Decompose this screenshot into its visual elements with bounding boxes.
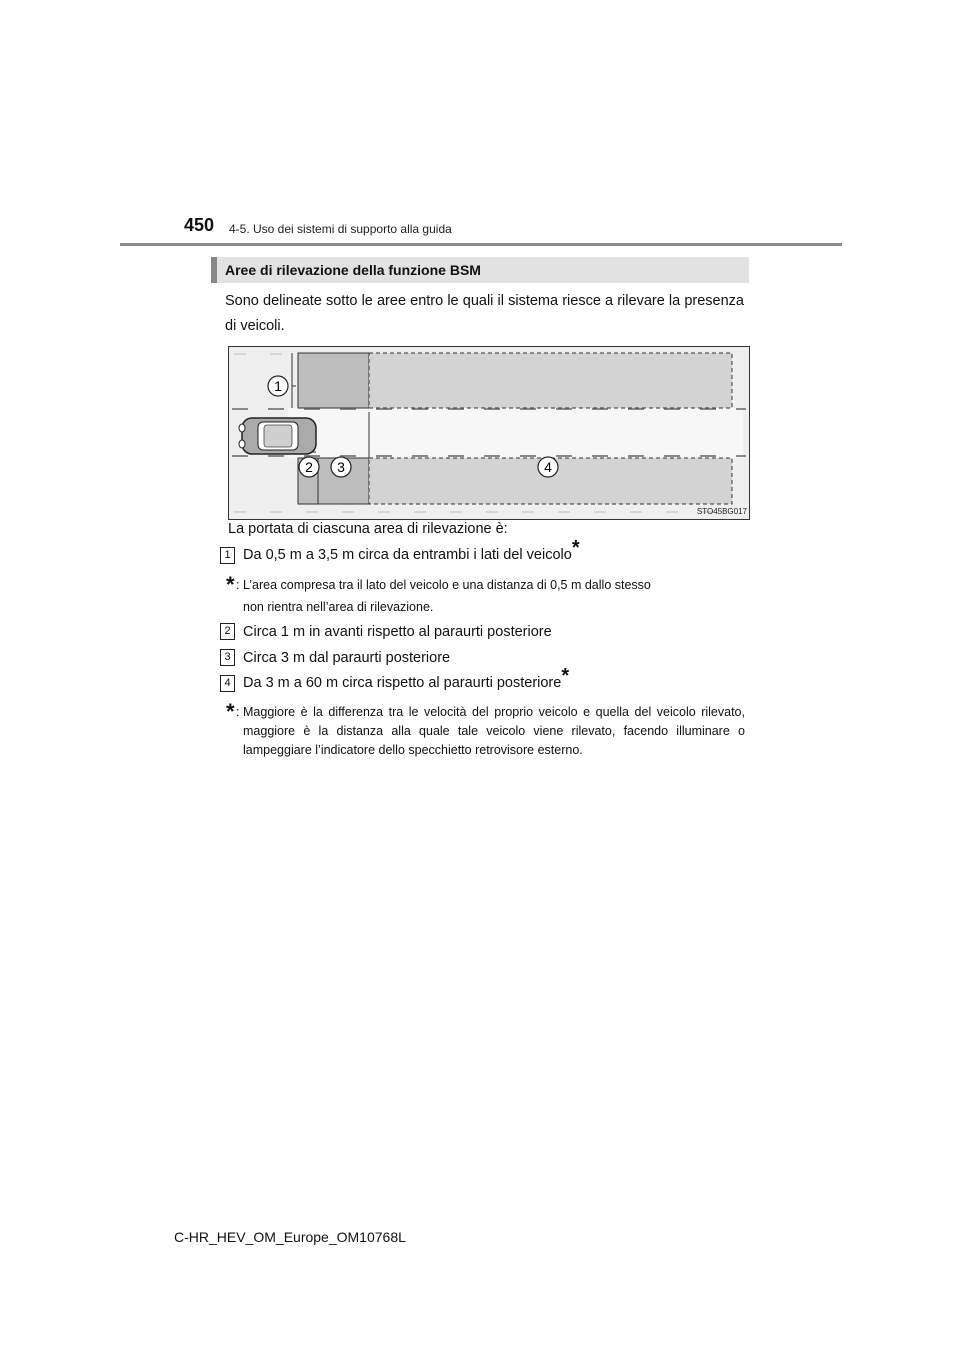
footnote-2-colon: : <box>236 705 240 719</box>
item-number-4: 4 <box>220 675 235 692</box>
item-4-text: Da 3 m a 60 m circa rispetto al paraurti posteriore <box>243 675 562 691</box>
item-number-1: 1 <box>220 547 235 564</box>
diagram-code: STO45BG017 <box>696 507 747 516</box>
footnote-2-marker: * <box>226 699 235 724</box>
running-header: 4-5. Uso dei sistemi di supporto alla guida <box>229 222 452 236</box>
item-1-star: * <box>571 537 580 559</box>
zone-label-3: 3 <box>337 459 345 475</box>
footnote-1-line2: non rientra nell’area di rilevazione. <box>243 600 434 614</box>
page-number: 450 <box>184 215 215 235</box>
footnote-1-marker: * <box>226 572 235 597</box>
footnote-1-line1: L’area compresa tra il lato del veicolo e una distanza di 0,5 m dallo stesso <box>243 578 651 592</box>
footer-doc-id: C-HR_HEV_OM_Europe_OM10768L <box>174 1229 406 1245</box>
item-number-3: 3 <box>220 649 235 666</box>
item-1 <box>243 537 580 563</box>
intro-text: Sono delineate sotto le aree entro le quali il sistema riesce a rilevare la presenza di veicoli. <box>225 293 744 334</box>
item-2-text: Circa 1 m in avanti rispetto al paraurti posteriore <box>243 624 552 640</box>
item-number-2: 2 <box>220 623 235 640</box>
zone-label-4: 4 <box>544 459 552 475</box>
item-3-text: Circa 3 m dal paraurti posteriore <box>243 650 451 666</box>
bsm-diagram <box>228 346 750 520</box>
range-intro: La portata di ciascuna area di rilevazione è: <box>228 521 508 537</box>
car-icon <box>239 418 316 454</box>
item-4-star: * <box>561 665 570 687</box>
item-1-text: Da 0,5 m a 3,5 m circa da entrambi i lati del veicolo <box>243 547 572 563</box>
footnote-1-colon: : <box>236 578 240 592</box>
footnote-2-text: Maggiore è la differenza tra le velocità del proprio veicolo e quella del veicolo rilevato, maggiore è la distanza alla quale tale veicolo viene rilevato, facendo illuminare o lampeggiare l’indicatore dello specchietto retrovisore esterno. <box>243 705 745 757</box>
section-heading: Aree di rilevazione della funzione BSM <box>211 257 749 283</box>
item-4 <box>243 665 570 691</box>
zone-label-1: 1 <box>274 378 282 394</box>
header-rule <box>120 243 842 246</box>
zone-label-2: 2 <box>305 459 313 475</box>
